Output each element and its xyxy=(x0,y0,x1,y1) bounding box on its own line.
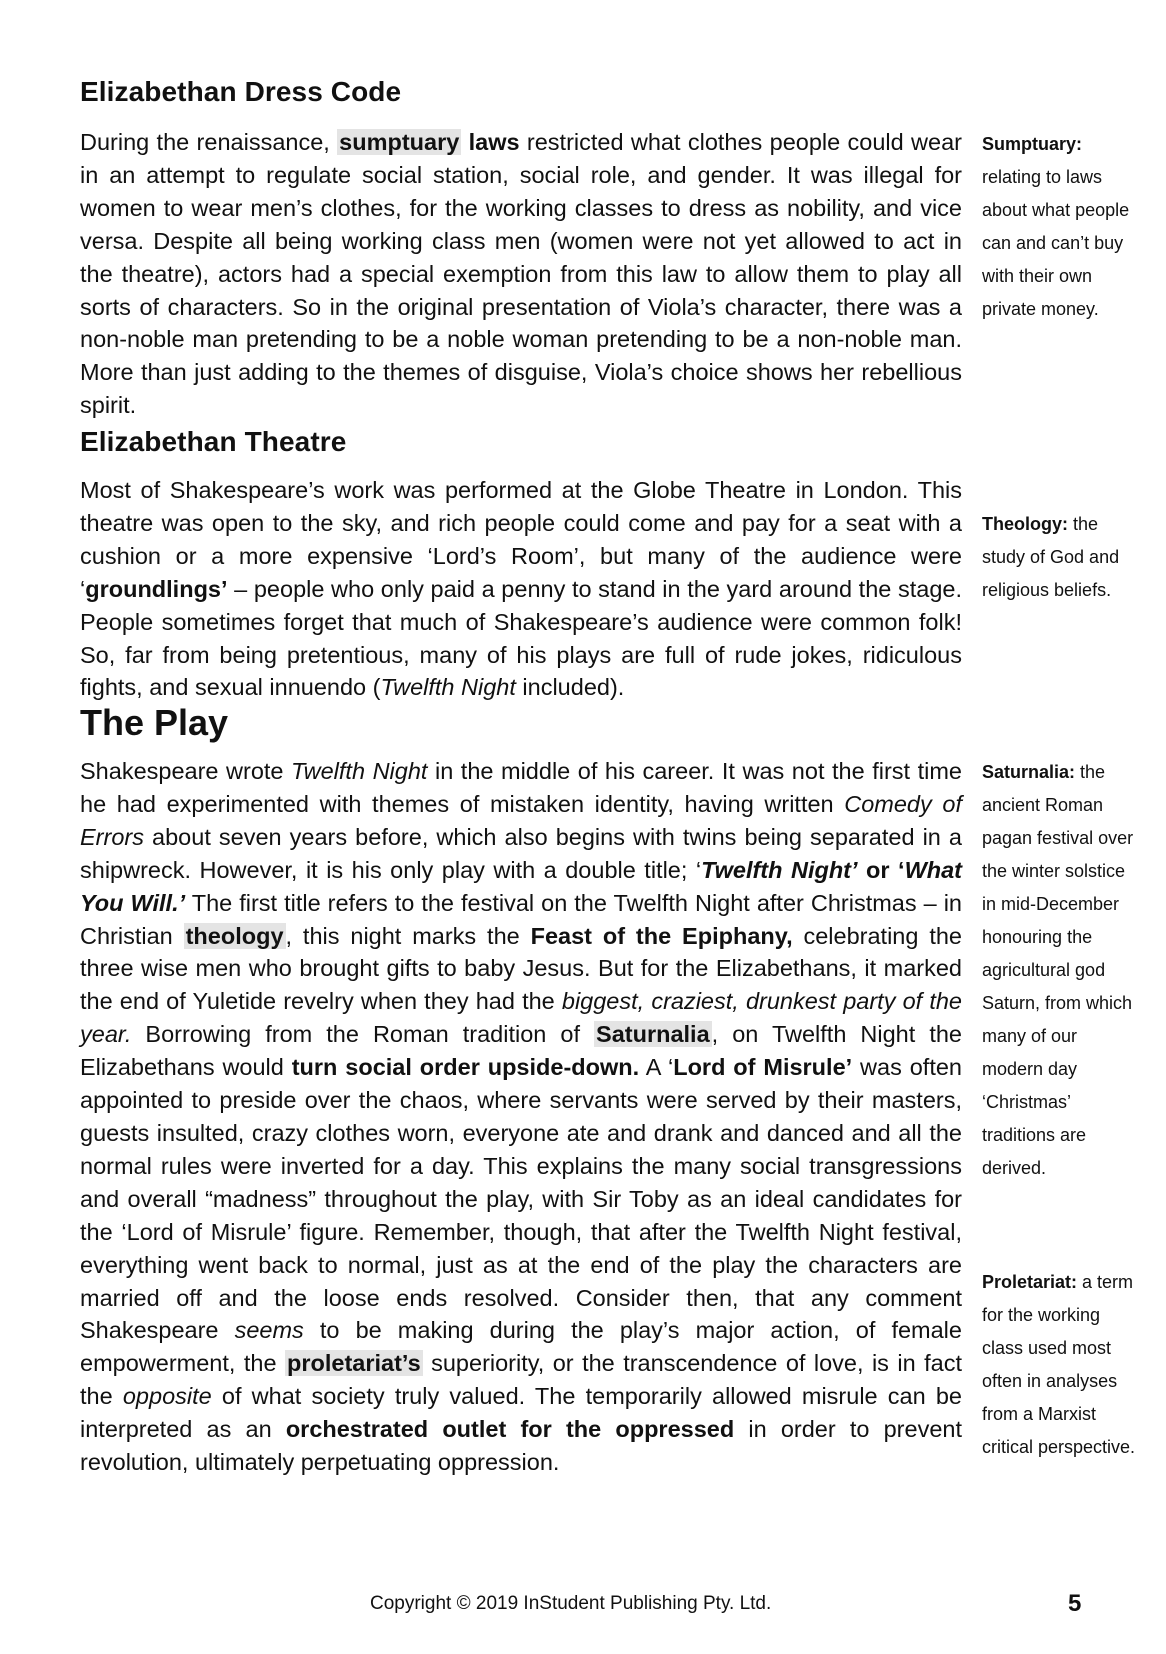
copyright-notice: Copyright © 2019 InStudent Publishing Pty. Ltd. xyxy=(370,1593,772,1614)
paragraph-dress-code: During the renaissance, sumptuary laws restricted what clothes people could wear in an attempt to regulate social station, social role, and gender. It was illegal for women to wear men’s clothes, for the working classes to dress as nobility, and vice versa. Despite all being working class men (women were not yet allowed to act in the theatre), actors had a special exemption from this law to allow them to play all sorts of characters. So in the original presentation of Viola’s character, there was a non-noble man pretending to be a noble woman pretending to be a non-noble man. More than just adding to the themes of disguise, Viola’s choice shows her rebellious spirit. xyxy=(80,129,962,419)
glossary-term-theology: theology xyxy=(185,922,284,949)
glossary-term-proletariat: proletariat’s xyxy=(287,1350,421,1377)
sidenote-proletariat: Proletariat: a term for the working class used most often in analyses from a Marxist critical perspective. xyxy=(982,1272,1136,1457)
glossary-term-sumptuary: sumptuary xyxy=(339,129,460,155)
sidenote-theology: Theology: the study of God and religious beliefs. xyxy=(982,514,1120,600)
paragraph-theatre: Most of Shakespeare’s work was performed at the Globe Theatre in London. This theatre was open to the sky, and rich people could come and pay for a seat with a cushion or a more expensive ‘Lord’s Room’, but many of the audience were ‘groundlings’ – people who only paid a penny to stand in the yard around the stage. People sometimes forget that much of Shakespeare’s audience were common folk! So, far from being pretentious, many of his plays are full of rude jokes, ridiculous fights, and sexual innuendo (Twelfth Night included). xyxy=(80,477,962,701)
page-number: 5 xyxy=(1068,1590,1082,1617)
section-heading-theatre: Elizabethan Theatre xyxy=(80,426,347,457)
sidenote-saturnalia: Saturnalia: the ancient Roman pagan festival over the winter solstice in mid-December honouring the agricultural god Saturn, from which many of our modern day ‘Christmas’ traditions are derived. xyxy=(982,762,1134,1178)
sidenote-sumptuary: Sumptuary: relating to laws about what people can and can’t buy with their own private money. xyxy=(982,134,1130,319)
section-heading-dress-code: Elizabethan Dress Code xyxy=(80,76,402,107)
glossary-term-saturnalia: Saturnalia xyxy=(596,1021,710,1048)
section-heading-the-play: The Play xyxy=(80,702,229,743)
paragraph-the-play: Shakespeare wrote Twelfth Night in the middle of his career. It was not the first time he had experimented with themes of mistaken identity, having written Comedy of Errors about seven years before, which also begins with twins being separated in a shipwreck. However, it is his only play with a double title; ‘Twelfth Night’ or ‘What You Will.’ The first title refers to the festival on the Twelfth Night after Christmas – in Christian theology, this night marks the Feast of the Epiphany, celebrating the three wise men who brought gifts to baby Jesus. But for the Elizabethans, it marked the end of Yuletide revelry when they had the biggest, craziest, drunkest party of the year. Borrowing from the Roman tradition of Saturnalia, on Twelfth Night the Elizabethans would turn social order upside-down. A ‘Lord of Misrule’ was often appointed to preside over the chaos, where servants were served by their masters, guests insulted, crazy clothes worn, everyone ate and drank and danced and all the normal rules were inverted for a day. This explains the many social transgressions and overall “madness” throughout the play, with Sir Toby as an ideal candidates for the ‘Lord of Misrule’ figure. Remember, though, that after the Twelfth Night festival, everything went back to normal, just as at the end of the play the characters are married off and the loose ends resolved. Consider then, that any comment Shakespeare seems to be making during the play’s major action, of female empowerment, the proletariat’s superiority, or the transcendence of love, is in fact the opposite of what society truly valued. The temporarily allowed misrule can be interpreted as an orchestrated outlet for the oppressed in order to prevent revolution, ultimately perpetuating oppression. xyxy=(80,758,963,1476)
